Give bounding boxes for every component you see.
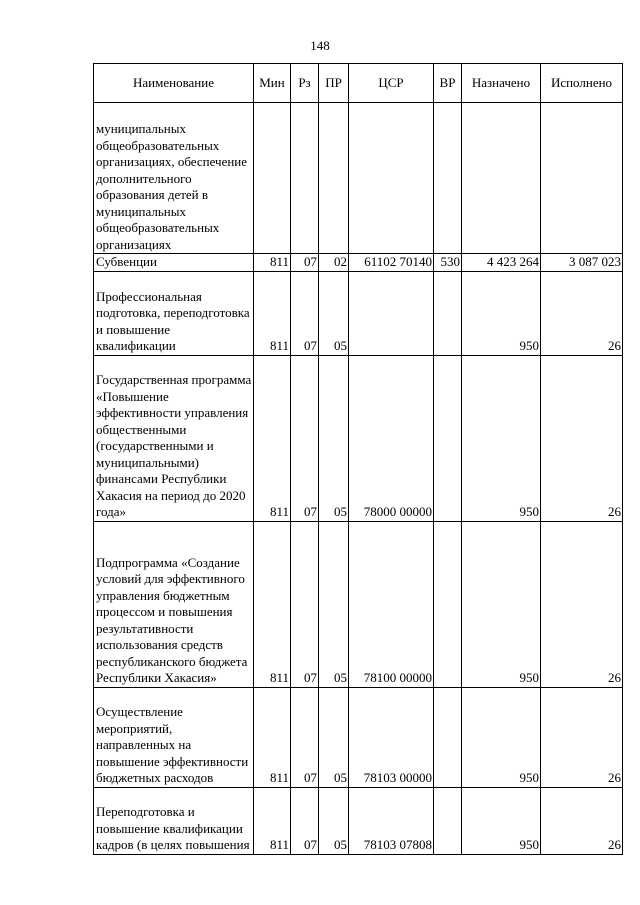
row-name: Государственная программа «Повышение эффективности управления общественными (государственными и муниципальными) финансами Республики Хакасия на период до 2020 года» — [94, 355, 254, 521]
row-rz: 07 — [291, 254, 319, 272]
header-executed: Исполнено — [541, 64, 623, 103]
row-name: Переподготовка и повышение квалификации кадров (в целях повышения — [94, 787, 254, 854]
row-rz — [291, 103, 319, 254]
row-csr — [349, 271, 434, 355]
row-min: 811 — [254, 355, 291, 521]
row-executed: 26 — [541, 355, 623, 521]
row-csr: 78100 00000 — [349, 521, 434, 687]
row-vr — [434, 687, 462, 787]
row-csr: 78000 00000 — [349, 355, 434, 521]
row-executed: 26 — [541, 271, 623, 355]
row-vr: 530 — [434, 254, 462, 272]
row-csr: 61102 70140 — [349, 254, 434, 272]
row-assigned: 950 — [462, 271, 541, 355]
row-vr — [434, 787, 462, 854]
table-row — [94, 254, 623, 272]
row-executed: 26 — [541, 687, 623, 787]
row-min — [254, 103, 291, 254]
row-min: 811 — [254, 271, 291, 355]
row-pr: 05 — [319, 355, 349, 521]
table-row — [94, 103, 623, 254]
table-header-row — [94, 64, 623, 103]
row-csr: 78103 07808 — [349, 787, 434, 854]
budget-table — [93, 63, 623, 855]
row-name: Профессиональная подготовка, переподготовка и повышение квалификации — [94, 271, 254, 355]
header-assigned: Назначено — [462, 64, 541, 103]
row-name: Субвенции — [94, 254, 254, 272]
row-vr — [434, 271, 462, 355]
row-rz: 07 — [291, 521, 319, 687]
row-rz: 07 — [291, 687, 319, 787]
row-csr: 78103 00000 — [349, 687, 434, 787]
row-rz: 07 — [291, 355, 319, 521]
table-row — [94, 787, 623, 854]
row-vr — [434, 103, 462, 254]
header-pr: ПР — [319, 64, 349, 103]
row-min: 811 — [254, 687, 291, 787]
row-pr: 02 — [319, 254, 349, 272]
table-row — [94, 271, 623, 355]
header-csr: ЦСР — [349, 64, 434, 103]
row-pr — [319, 103, 349, 254]
header-rz: Рз — [291, 64, 319, 103]
row-name: Подпрограмма «Создание условий для эффективного управления бюджетным процессом и повышения результативности использования средств республиканского бюджета Республики Хакасия» — [94, 521, 254, 687]
row-assigned: 950 — [462, 521, 541, 687]
row-name: муниципальных общеобразовательных организациях, обеспечение дополнительного образования детей в муниципальных общеобразовательных организациях — [94, 103, 254, 254]
row-pr: 05 — [319, 521, 349, 687]
row-min: 811 — [254, 254, 291, 272]
row-executed — [541, 103, 623, 254]
row-rz: 07 — [291, 271, 319, 355]
header-vr: ВР — [434, 64, 462, 103]
row-assigned: 950 — [462, 687, 541, 787]
row-min: 811 — [254, 787, 291, 854]
row-assigned: 950 — [462, 787, 541, 854]
row-vr — [434, 355, 462, 521]
row-executed: 3 087 023 — [541, 254, 623, 272]
row-pr: 05 — [319, 787, 349, 854]
table-row — [94, 687, 623, 787]
table-row — [94, 521, 623, 687]
row-executed: 26 — [541, 521, 623, 687]
page-number: 148 — [310, 38, 330, 53]
row-csr — [349, 103, 434, 254]
row-assigned: 4 423 264 — [462, 254, 541, 272]
table-row — [94, 355, 623, 521]
row-assigned — [462, 103, 541, 254]
row-executed: 26 — [541, 787, 623, 854]
row-assigned: 950 — [462, 355, 541, 521]
header-min: Мин — [254, 64, 291, 103]
row-pr: 05 — [319, 687, 349, 787]
header-name: Наименование — [94, 64, 254, 103]
row-name: Осуществление мероприятий, направленных на повышение эффективности бюджетных расходов — [94, 687, 254, 787]
row-min: 811 — [254, 521, 291, 687]
row-pr: 05 — [319, 271, 349, 355]
row-rz: 07 — [291, 787, 319, 854]
row-vr — [434, 521, 462, 687]
